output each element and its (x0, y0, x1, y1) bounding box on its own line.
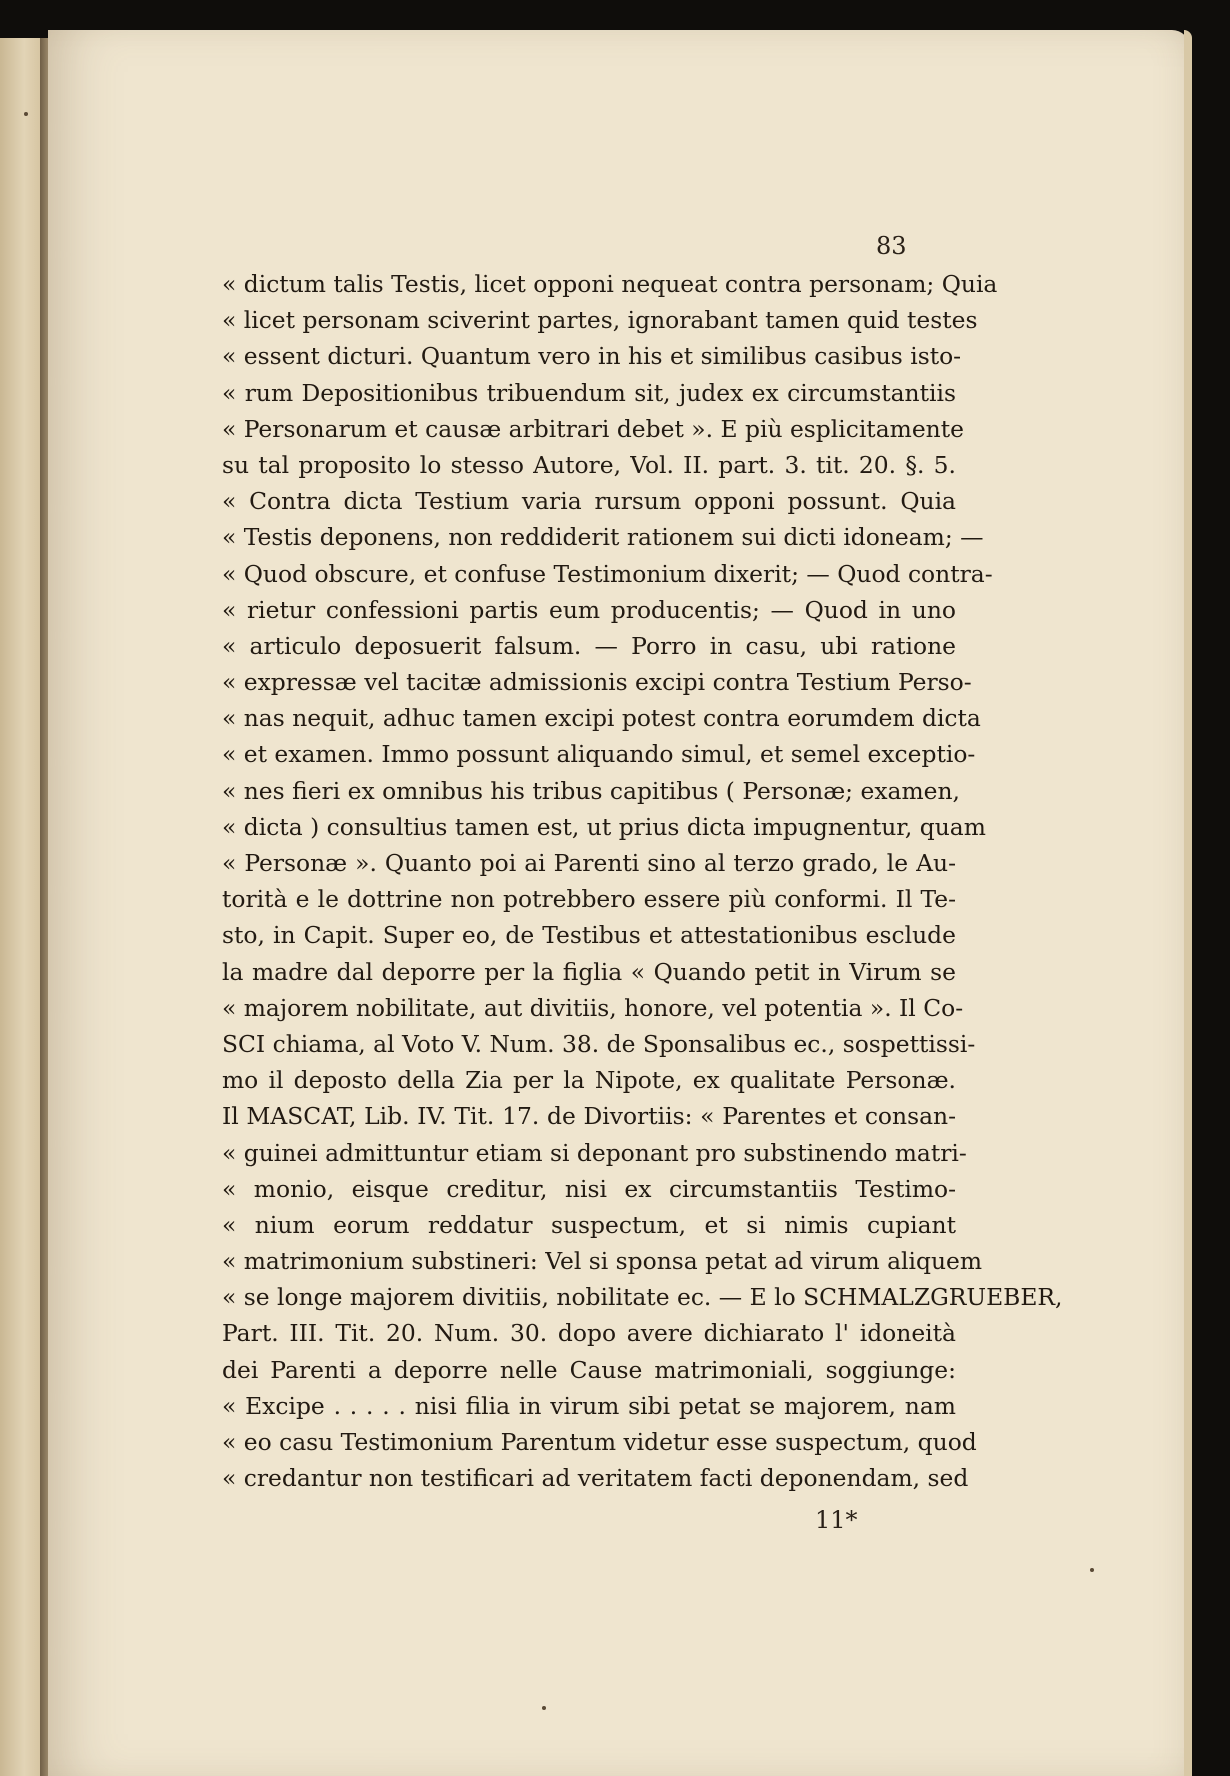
text-line: « expressæ vel tacitæ admissionis excipi contra Testium Perso- (222, 668, 972, 697)
text-line: torità e le dottrine non potrebbero essere più conformi. Il Te- (222, 885, 956, 914)
page-number: 83 (876, 232, 907, 260)
page-fore-edge (1184, 30, 1192, 1776)
text-line: mo il deposto della Zia per la Nipote, ex qualitate Personæ. (222, 1066, 956, 1095)
text-line: « dicta ) consultius tamen est, ut prius dicta impugnentur, quam (222, 812, 986, 841)
text-line: « licet personam sciverint partes, ignorabant tamen quid testes (222, 306, 978, 335)
text-line: Il MASCAT, Lib. IV. Tit. 17. de Divortiis: « Parentes et consan- (222, 1102, 956, 1131)
text-line: « Contra dicta Testium varia rursum opponi possunt. Quia (222, 487, 956, 516)
text-line: « rietur confessioni partis eum producentis; — Quod in uno (222, 595, 956, 624)
text-line: « nium eorum reddatur suspectum, et si nimis cupiant (222, 1210, 956, 1239)
text-line: « nas nequit, adhuc tamen excipi potest contra eorumdem dicta (222, 704, 981, 733)
text-line: su tal proposito lo stesso Autore, Vol. II. part. 3. tit. 20. §. 5. (222, 450, 956, 479)
text-line: la madre dal deporre per la figlia « Quando petit in Virum se (222, 957, 956, 986)
text-line: « Excipe . . . . . nisi filia in virum sibi petat se majorem, nam (222, 1391, 956, 1420)
text-line: « et examen. Immo possunt aliquando simul, et semel exceptio- (222, 740, 976, 769)
signature-mark: 11* (815, 1506, 858, 1534)
text-line: « articulo deposuerit falsum. — Porro in casu, ubi ratione (222, 631, 956, 660)
text-line: « Testis deponens, non reddiderit rationem sui dicti idoneam; — (222, 523, 984, 552)
text-line: « Personarum et causæ arbitrari debet ». E più esplicitamente (222, 414, 964, 443)
text-line: « matrimonium substineri: Vel si sponsa petat ad virum aliquem (222, 1247, 983, 1276)
text-line: « majorem nobilitate, aut divitiis, honore, vel potentia ». Il Co- (222, 993, 964, 1022)
body-text (222, 266, 1063, 1496)
text-line: « Personæ ». Quanto poi ai Parenti sino al terzo grado, le Au- (222, 849, 956, 877)
paper-speck (24, 112, 28, 116)
text-line: « credantur non testificari ad veritatem facti deponendam, sed (222, 1464, 969, 1493)
text-line: SCI chiama, al Voto V. Num. 38. de Sponsalibus ec., sospettissi- (222, 1029, 976, 1058)
text-line: « Quod obscure, et confuse Testimonium dixerit; — Quod contra- (222, 559, 993, 588)
text-line: « eo casu Testimonium Parentum videtur esse suspectum, quod (222, 1428, 977, 1456)
text-line: « nes fieri ex omnibus his tribus capitibus ( Personæ; examen, (222, 776, 960, 805)
text-line: sto, in Capit. Super eo, de Testibus et attestationibus esclude (222, 921, 956, 950)
paper-speck (1090, 1568, 1094, 1572)
text-line: « essent dicturi. Quantum vero in his et similibus casibus isto- (222, 342, 962, 371)
text-line: Part. III. Tit. 20. Num. 30. dopo avere dichiarato l' idoneità (222, 1319, 956, 1348)
text-line: « se longe majorem divitiis, nobilitate ec. — E lo SCHMALZGRUEBER, (222, 1283, 1063, 1312)
text-line: « monio, eisque creditur, nisi ex circumstantiis Testimo- (222, 1174, 956, 1203)
text-line: « guinei admittuntur etiam si deponant pro substinendo matri- (222, 1138, 967, 1167)
text-line: dei Parenti a deporre nelle Cause matrimoniali, soggiunge: (222, 1355, 956, 1384)
text-line: « dictum talis Testis, licet opponi nequeat contra personam; Quia (222, 270, 998, 298)
facing-page-edge (0, 38, 44, 1776)
paper-speck (542, 1706, 546, 1710)
text-line: « rum Depositionibus tribuendum sit, judex ex circumstantiis (222, 378, 956, 407)
